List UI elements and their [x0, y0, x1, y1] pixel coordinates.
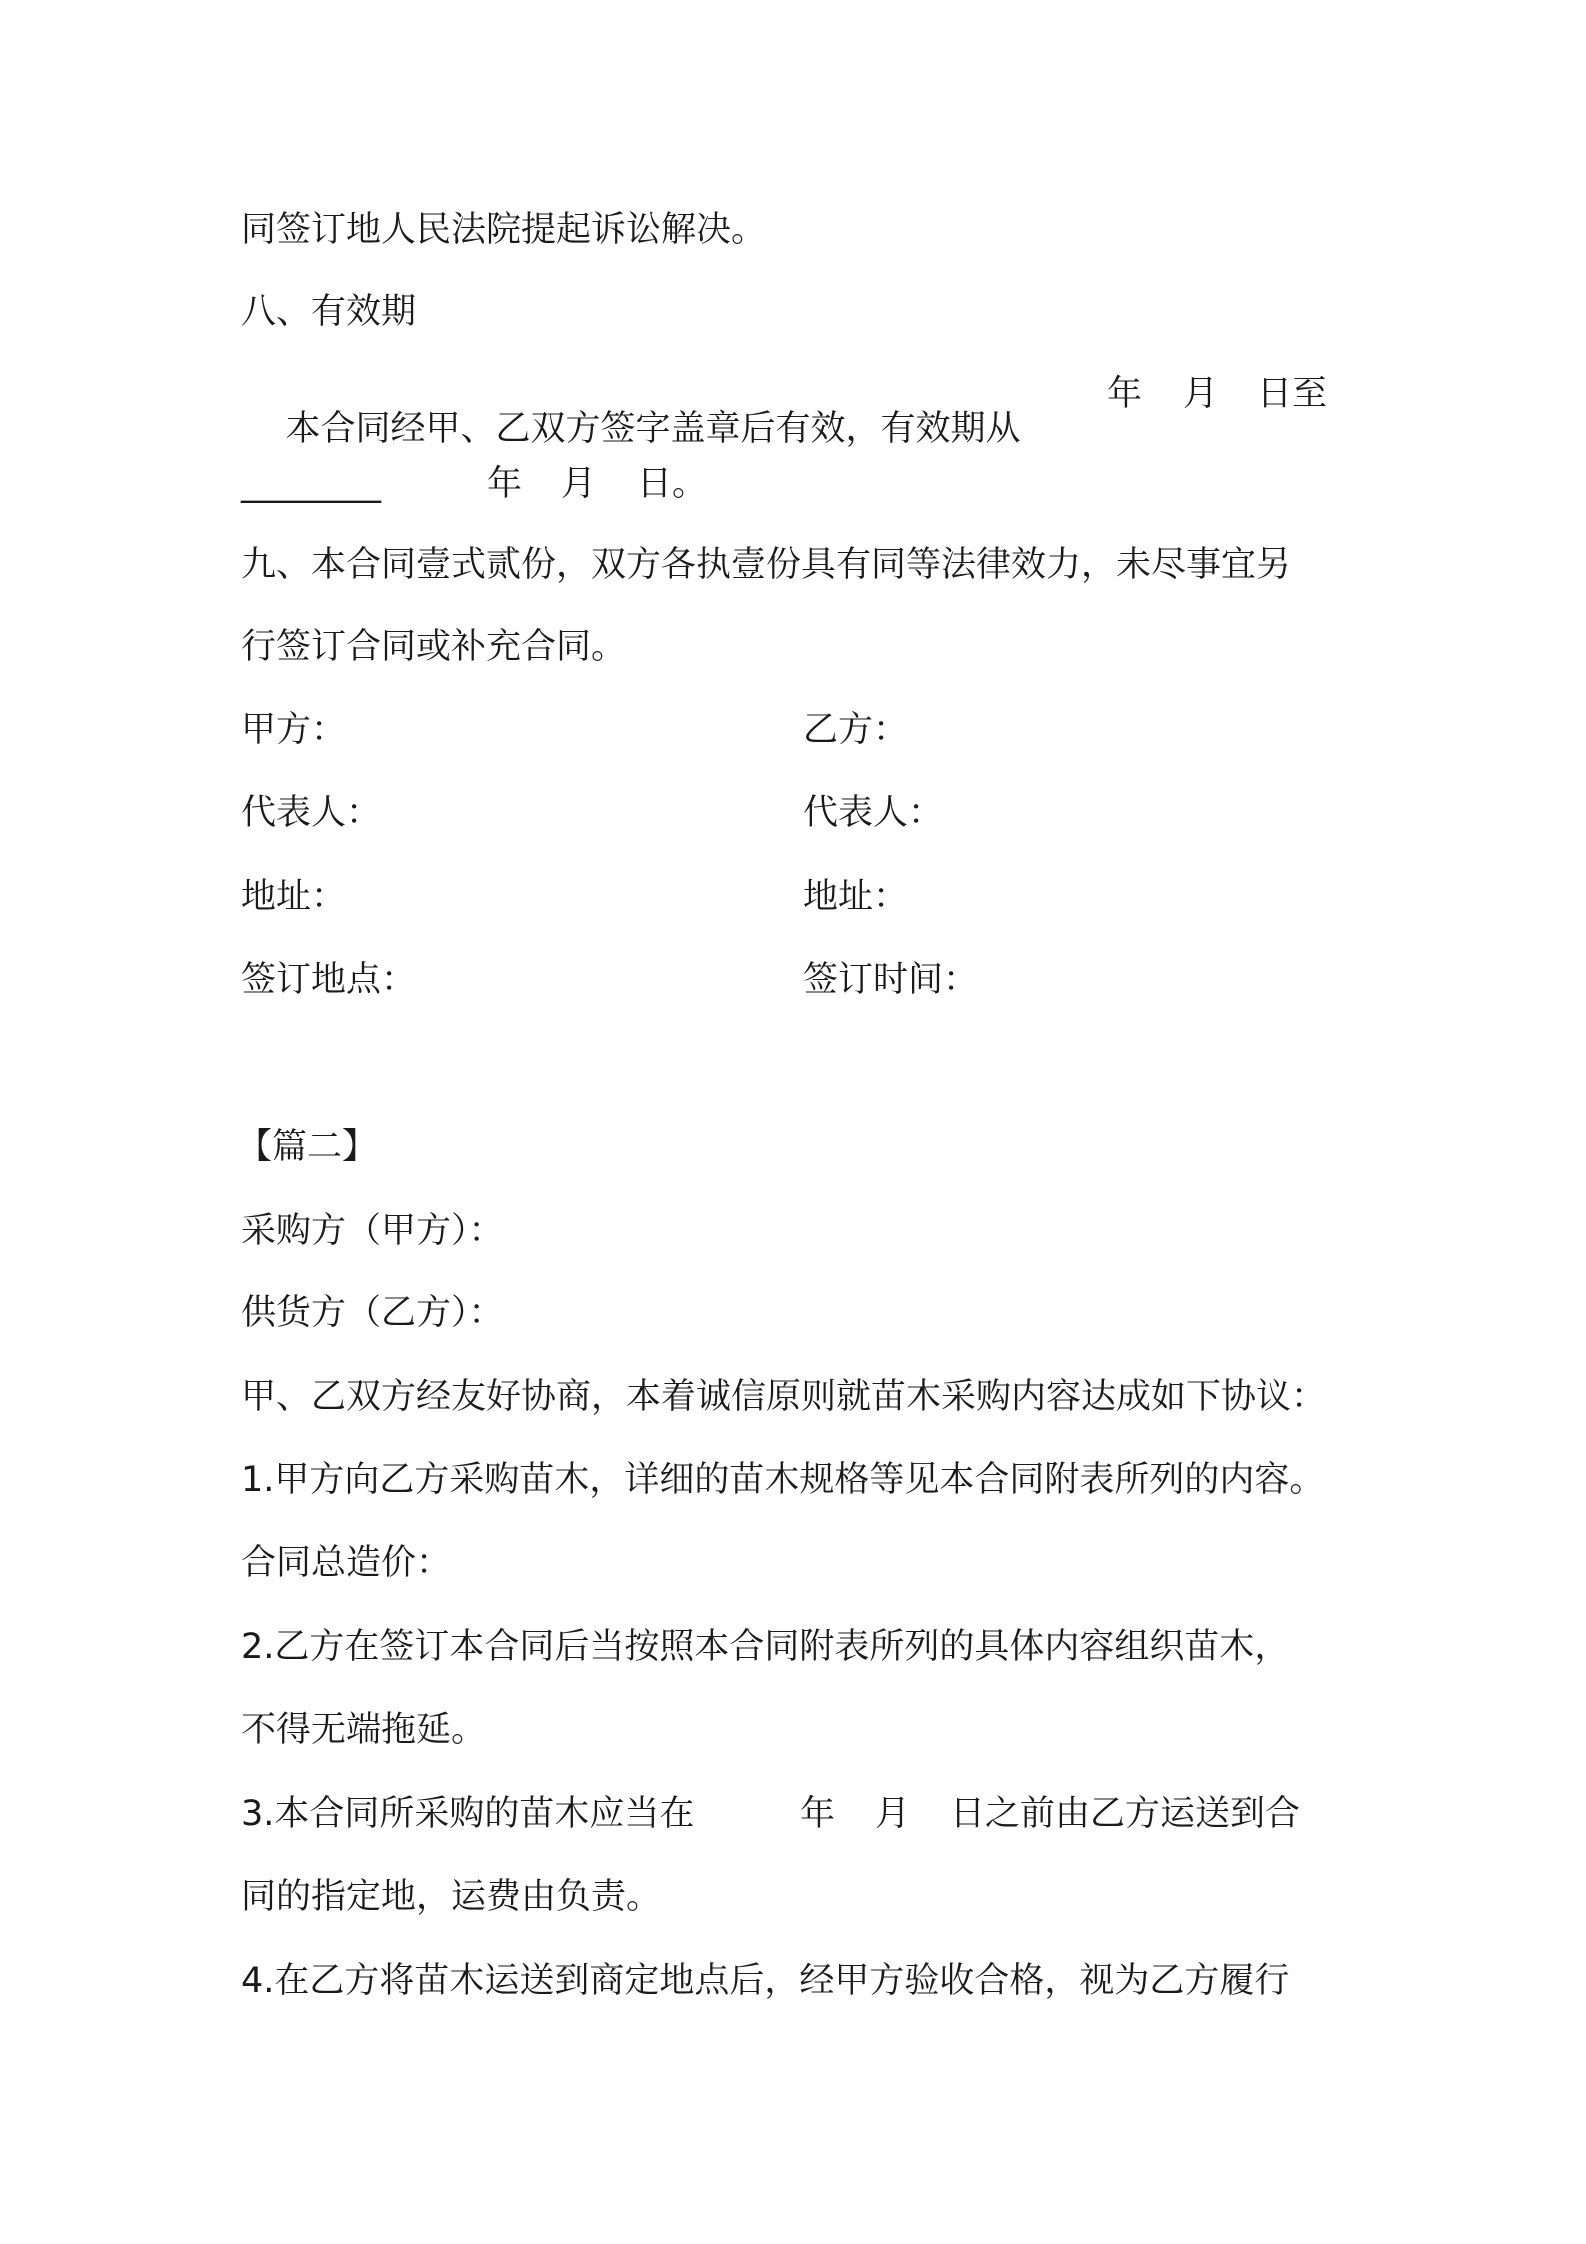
clause-1: 1.甲方向乙方采购苗木，详细的苗木规格等见本合同附表所列的内容。 [241, 1460, 1325, 1500]
supplier-label: 供货方（乙方）： [241, 1293, 504, 1333]
validity-text: 本合同经甲、乙双方签字盖章后有效，有效期从 [285, 409, 1021, 449]
date-day: 日。 [637, 464, 708, 504]
buyer-label: 采购方（甲方）： [241, 1211, 504, 1251]
clause-3: 3.本合同所采购的苗木应当在 [241, 1794, 695, 1834]
text-line: 不得无端拖延。 [241, 1710, 487, 1750]
date-year: 年 [800, 1794, 836, 1834]
text-line: 同的指定地，运费由负责。 [241, 1877, 662, 1917]
rep-b-label: 代表人： [803, 793, 944, 833]
address-b-label: 地址： [803, 877, 909, 917]
sign-time-label: 签订时间： [803, 960, 979, 1000]
text-line: 九、本合同壹式贰份，双方各执壹份具有同等法律效力，未尽事宜另 [241, 545, 1292, 585]
date-month: 月 [1183, 374, 1219, 414]
part-title: 【篇二】 [237, 1127, 378, 1167]
total-price-label: 合同总造价： [241, 1543, 452, 1583]
date-day-to: 日至 [1257, 374, 1328, 414]
text-line: 同签订地人民法院提起诉讼解决。 [241, 210, 767, 250]
date-year: 年 [487, 464, 523, 504]
clause-2: 2.乙方在签订本合同后当按照本合同附表所列的具体内容组织苗木， [241, 1627, 1290, 1667]
party-b-label: 乙方： [803, 710, 909, 750]
date-month: 月 [561, 464, 597, 504]
section-heading: 八、有效期 [241, 292, 417, 332]
date-year: 年 [1107, 374, 1143, 414]
address-a-label: 地址： [241, 877, 347, 917]
clause-4: 4.在乙方将苗木运送到商定地点后，经甲方验收合格，视为乙方履行 [241, 1961, 1290, 2001]
sign-place-label: 签订地点： [241, 960, 417, 1000]
clause-3-rest: 日之前由乙方运送到合 [950, 1794, 1301, 1834]
rep-a-label: 代表人： [241, 793, 382, 833]
text-line: 甲、乙双方经友好协商，本着诚信原则就苗木采购内容达成如下协议： [241, 1377, 1327, 1417]
text-line: 行签订合同或补充合同。 [241, 627, 627, 667]
blank-underline: ________ [241, 464, 381, 504]
date-month: 月 [875, 1794, 911, 1834]
party-a-label: 甲方： [241, 710, 347, 750]
